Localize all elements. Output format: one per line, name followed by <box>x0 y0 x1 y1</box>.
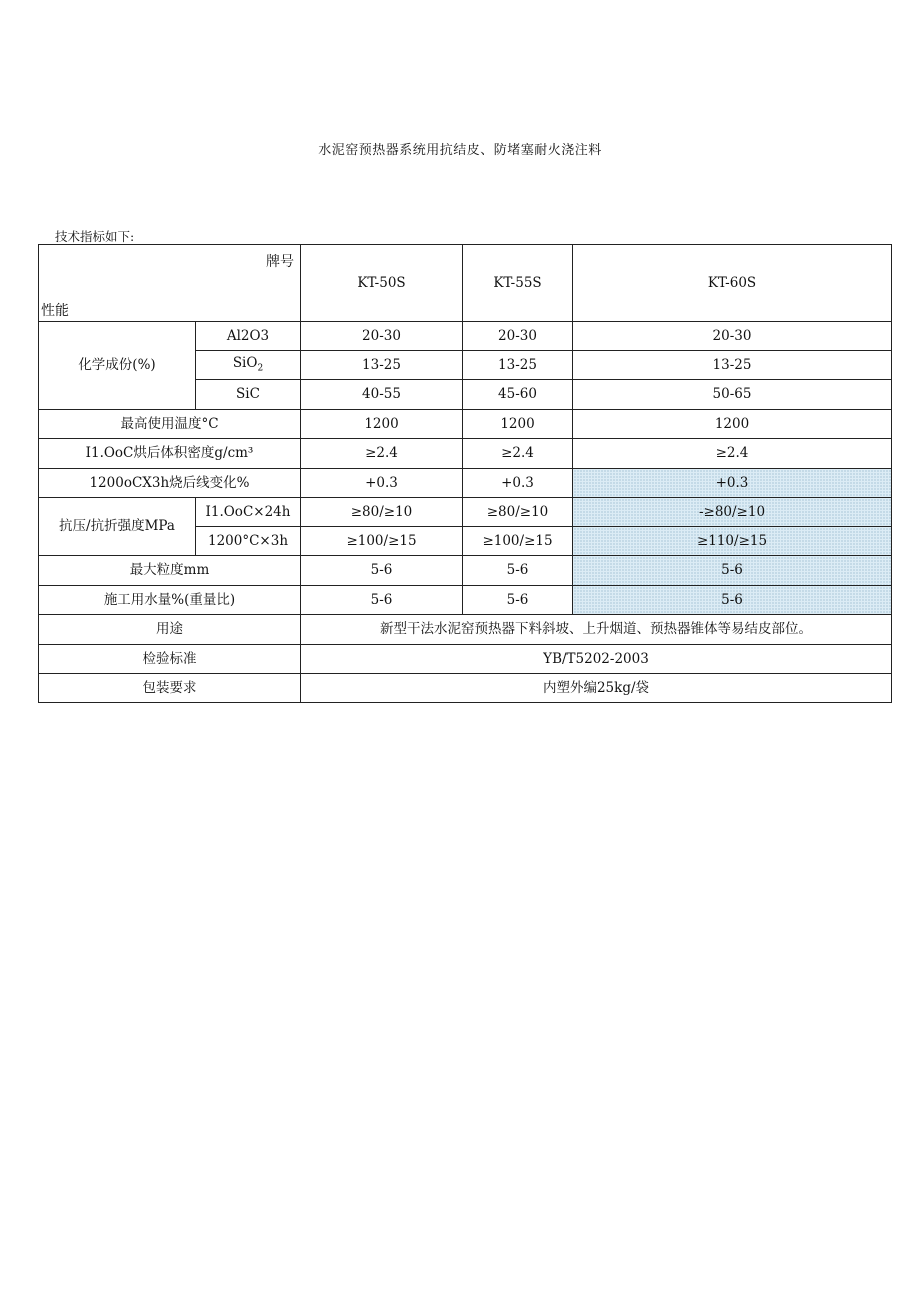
table-cell: ≥80/≥10 <box>463 498 573 527</box>
table-row <box>39 615 892 645</box>
table-cell: 5-6 <box>463 556 573 586</box>
table-row <box>39 674 892 703</box>
linear-change-label: 1200oCX3h烧后线变化% <box>39 469 301 498</box>
table-cell: 50-65 <box>573 380 892 410</box>
intro-text: 技术指标如下: <box>55 229 135 244</box>
table-cell: 5-6 <box>301 586 463 615</box>
table-cell: 13-25 <box>573 351 892 380</box>
water-label: 施工用水量%(重量比) <box>39 586 301 615</box>
document-title: 水泥窑预热器系统用抗结皮、防堵塞耐火浇注料 <box>318 143 602 158</box>
table-cell: 13-25 <box>463 351 573 380</box>
spec-table <box>38 244 892 703</box>
standard-value: YB/T5202-2003 <box>301 645 892 674</box>
table-cell: 45-60 <box>463 380 573 410</box>
table-cell: ≥2.4 <box>301 439 463 469</box>
table-row <box>39 586 892 615</box>
table-row <box>39 498 892 527</box>
strength-condition: I1.OoC×24h <box>196 498 301 527</box>
brand-label: 牌号 <box>266 254 294 270</box>
table-cell: ≥110/≥15 <box>573 527 892 556</box>
chem-name: SiC <box>196 380 301 410</box>
table-cell: ≥2.4 <box>573 439 892 469</box>
table-cell: -≥80/≥10 <box>573 498 892 527</box>
chemical-label: 化学成份(%) <box>39 322 196 410</box>
table-row <box>39 439 892 469</box>
chem-name: SiO$_2$ <box>196 351 301 380</box>
table-cell: 5-6 <box>301 556 463 586</box>
table-row <box>39 322 892 351</box>
table-row <box>39 645 892 674</box>
corner-cell <box>39 245 301 322</box>
table-row <box>39 556 892 586</box>
table-cell: ≥80/≥10 <box>301 498 463 527</box>
grade-header: KT-50S <box>301 245 463 322</box>
table-cell: 1200 <box>301 410 463 439</box>
usage-label: 用途 <box>39 615 301 645</box>
strength-condition: 1200°C×3h <box>196 527 301 556</box>
table-row <box>39 469 892 498</box>
table-cell: 20-30 <box>301 322 463 351</box>
table-cell: 20-30 <box>463 322 573 351</box>
grade-header: KT-55S <box>463 245 573 322</box>
table-cell: +0.3 <box>573 469 892 498</box>
packaging-label: 包装要求 <box>39 674 301 703</box>
table-cell: 20-30 <box>573 322 892 351</box>
table-cell: 5-6 <box>573 556 892 586</box>
packaging-value: 内塑外编25kg/袋 <box>301 674 892 703</box>
table-cell: 13-25 <box>301 351 463 380</box>
table-cell: +0.3 <box>301 469 463 498</box>
table-cell: 5-6 <box>463 586 573 615</box>
property-label: 性能 <box>41 302 69 319</box>
table-cell: 1200 <box>573 410 892 439</box>
table-cell: 1200 <box>463 410 573 439</box>
strength-label: 抗压/抗折强度MPa <box>39 498 196 556</box>
table-cell: +0.3 <box>463 469 573 498</box>
table-cell: 5-6 <box>573 586 892 615</box>
usage-value: 新型干法水泥窑预热器下料斜坡、上升烟道、预热器锥体等易结皮部位。 <box>301 615 892 645</box>
table-cell: ≥100/≥15 <box>463 527 573 556</box>
table-row <box>39 410 892 439</box>
max-grain-label: 最大粒度mm <box>39 556 301 586</box>
table-cell: ≥2.4 <box>463 439 573 469</box>
table-cell: 40-55 <box>301 380 463 410</box>
table-cell: ≥100/≥15 <box>301 527 463 556</box>
table-header-row <box>39 245 892 322</box>
max-temp-label: 最高使用温度°C <box>39 410 301 439</box>
standard-label: 检验标准 <box>39 645 301 674</box>
grade-header: KT-60S <box>573 245 892 322</box>
chem-name: Al2O3 <box>196 322 301 351</box>
density-label: I1.OoC烘后体积密度g/cm³ <box>39 439 301 469</box>
